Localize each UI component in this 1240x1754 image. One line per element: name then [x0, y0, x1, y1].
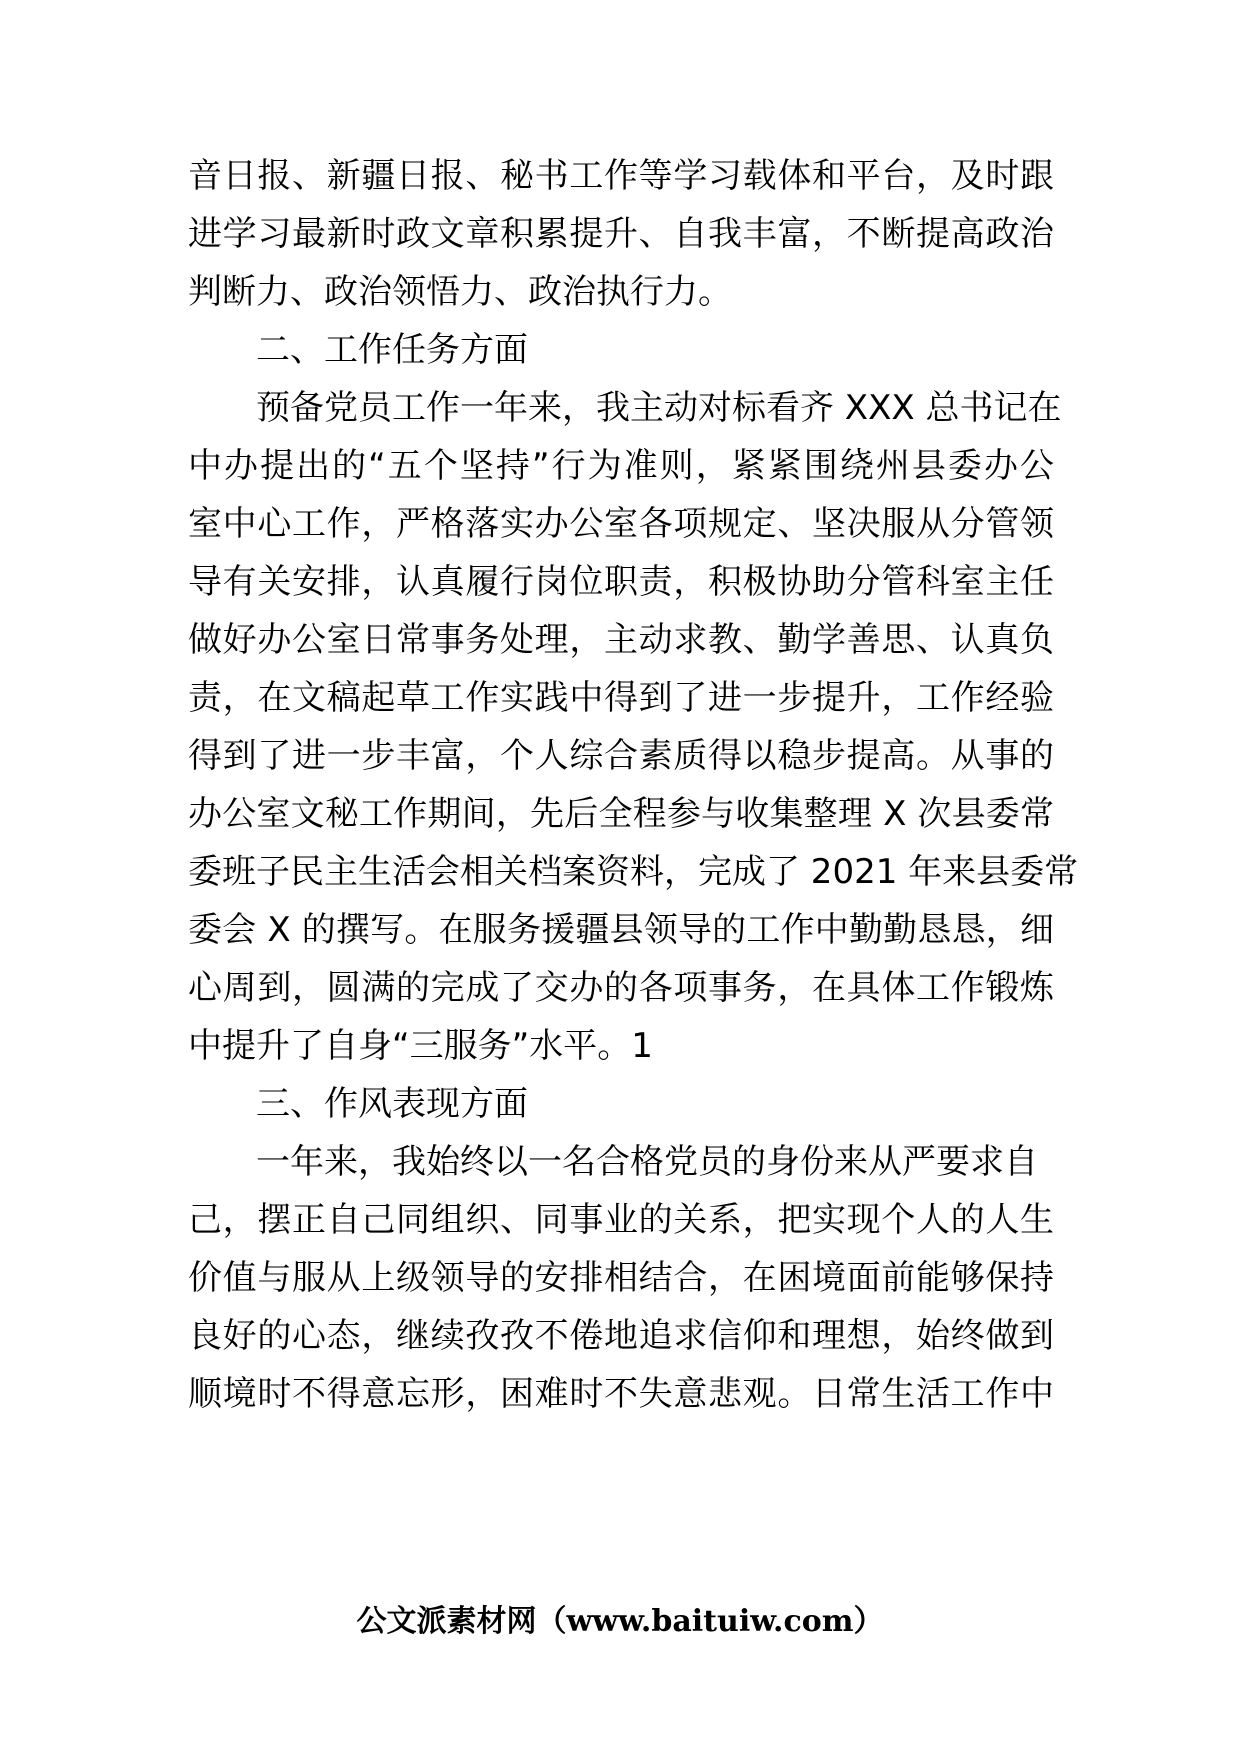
body-text-line: 己，摆正自己同组织、同事业的关系，把实现个人的人生 — [188, 1200, 1054, 1240]
body-text-line: 一年来，我始终以一名合格党员的身份来从严要求自 — [256, 1142, 1038, 1182]
body-text-line: 委班子民主生活会相关档案资料，完成了 2021 年来县委常 — [188, 852, 1079, 892]
body-text-line: 判断力、政治领悟力、政治执行力。 — [188, 272, 732, 312]
body-text-line: 音日报、新疆日报、秘书工作等学习载体和平台，及时跟 — [188, 156, 1054, 196]
section-heading: 二、工作任务方面 — [256, 330, 528, 370]
body-text-line: 责，在文稿起草工作实践中得到了进一步提升，工作经验 — [188, 678, 1054, 718]
body-text-line: 委会 X 的撰写。在服务援疆县领导的工作中勤勤恳恳，细 — [188, 910, 1054, 950]
body-text-line: 顺境时不得意忘形，困难时不失意悲观。日常生活工作中 — [188, 1374, 1054, 1414]
body-text-line: 办公室文秘工作期间，先后全程参与收集整理 X 次县委常 — [188, 794, 1054, 834]
body-text-line: 中办提出的“五个坚持”行为准则，紧紧围绕州县委办公 — [188, 446, 1054, 486]
body-text-line: 进学习最新时政文章积累提升、自我丰富，不断提高政治 — [188, 214, 1054, 254]
body-text-line: 心周到，圆满的完成了交办的各项事务，在具体工作锻炼 — [188, 968, 1054, 1008]
body-text-line: 价值与服从上级领导的安排相结合，在困境面前能够保持 — [188, 1258, 1054, 1298]
body-text-line: 得到了进一步丰富，个人综合素质得以稳步提高。从事的 — [188, 736, 1054, 776]
body-text-line: 中提升了自身“三服务”水平。1 — [188, 1026, 653, 1066]
body-text-line: 做好办公室日常事务处理，主动求教、勤学善思、认真负 — [188, 620, 1054, 660]
section-heading: 三、作风表现方面 — [256, 1084, 528, 1124]
body-text-line: 良好的心态，继续孜孜不倦地追求信仰和理想，始终做到 — [188, 1316, 1054, 1356]
body-text-line: 导有关安排，认真履行岗位职责，积极协助分管科室主任 — [188, 562, 1054, 602]
body-text-line: 室中心工作，严格落实办公室各项规定、坚决服从分管领 — [188, 504, 1054, 544]
body-text-line: 预备党员工作一年来，我主动对标看齐 XXX 总书记在 — [256, 388, 1062, 428]
footer-watermark: 公文派素材网（www.baituiw.com） — [356, 1604, 884, 1639]
